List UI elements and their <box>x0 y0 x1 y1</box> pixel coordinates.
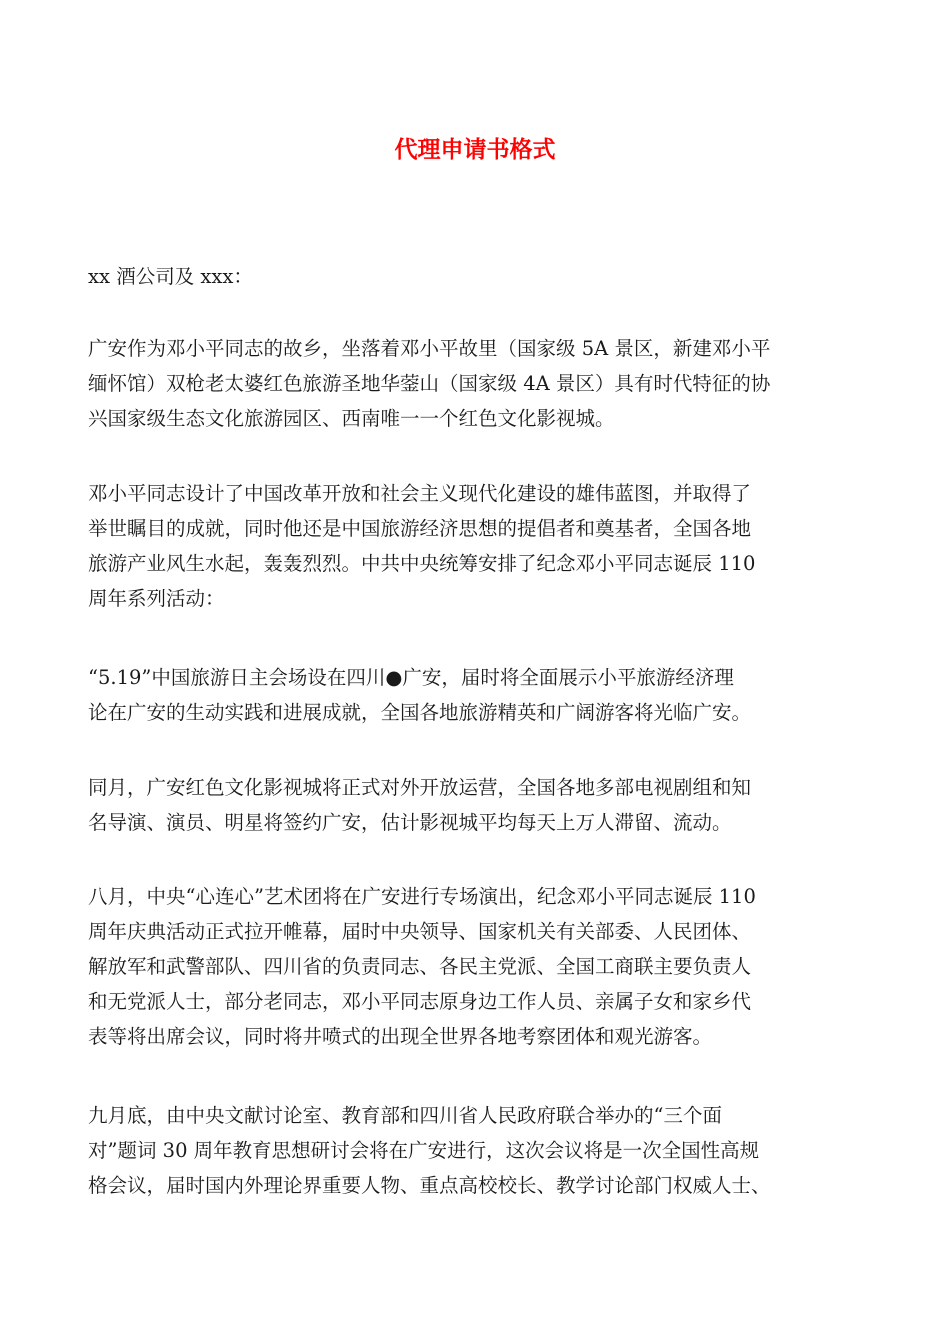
paragraph-5 <box>88 879 868 1054</box>
paragraph-line: 旅游产业风生水起，轰轰烈烈。中共中央统筹安排了纪念邓小平同志诞辰 110 <box>88 552 756 575</box>
paragraph-line: 对”题词 30 周年教育思想研讨会将在广安进行，这次会议将是一次全国性高规 <box>88 1139 760 1162</box>
paragraph-line: 周年庆典活动正式拉开帷幕，届时中央领导、国家机关有关部委、人民团体、 <box>88 920 752 943</box>
paragraph-1 <box>88 331 868 436</box>
paragraph-3 <box>88 660 868 730</box>
paragraph-line: 周年系列活动： <box>88 587 225 610</box>
paragraph-4 <box>88 770 868 840</box>
paragraph-line: 缅怀馆）双枪老太婆红色旅游圣地华蓥山（国家级 4A 景区）具有时代特征的协 <box>88 372 771 395</box>
paragraph-line: 同月，广安红色文化影视城将正式对外开放运营，全国各地多部电视剧组和知 <box>88 776 752 799</box>
paragraph-line: 八月，中央“心连心”艺术团将在广安进行专场演出，纪念邓小平同志诞辰 110 <box>88 885 756 908</box>
paragraph-6 <box>88 1098 868 1203</box>
paragraph-line: 名导演、演员、明星将签约广安，估计影视城平均每天上万人滞留、流动。 <box>88 811 732 834</box>
paragraph-line: 举世瞩目的成就，同时他还是中国旅游经济思想的提倡者和奠基者，全国各地 <box>88 517 752 540</box>
paragraph-line: 格会议，届时国内外理论界重要人物、重点高校校长、教学讨论部门权威人士、 <box>88 1174 771 1197</box>
paragraph-line: 九月底，由中央文献讨论室、教育部和四川省人民政府联合举办的“三个面 <box>88 1104 722 1127</box>
paragraph-line: 邓小平同志设计了中国改革开放和社会主义现代化建设的雄伟蓝图，并取得了 <box>88 482 752 505</box>
salutation <box>88 259 868 294</box>
paragraph-line: 论在广安的生动实践和进展成就，全国各地旅游精英和广阔游客将光临广安。 <box>88 701 752 724</box>
paragraph-2 <box>88 476 868 616</box>
paragraph-line: “5.19”中国旅游日主会场设在四川●广安，届时将全面展示小平旅游经济理 <box>88 666 734 689</box>
paragraph-line: 广安作为邓小平同志的故乡，坐落着邓小平故里（国家级 5A 景区，新建邓小平 <box>88 337 771 360</box>
salutation-line: xx 酒公司及 xxx： <box>88 265 253 288</box>
paragraph-line: 和无党派人士，部分老同志，邓小平同志原身边工作人员、亲属子女和家乡代 <box>88 990 752 1013</box>
document-title: 代理申请书格式 <box>394 137 556 163</box>
paragraph-line: 兴国家级生态文化旅游园区、西南唯一一个红色文化影视城。 <box>88 407 615 430</box>
paragraph-line: 解放军和武警部队、四川省的负责同志、各民主党派、全国工商联主要负责人 <box>88 955 752 978</box>
paragraph-line: 表等将出席会议，同时将井喷式的出现全世界各地考察团体和观光游客。 <box>88 1025 713 1048</box>
